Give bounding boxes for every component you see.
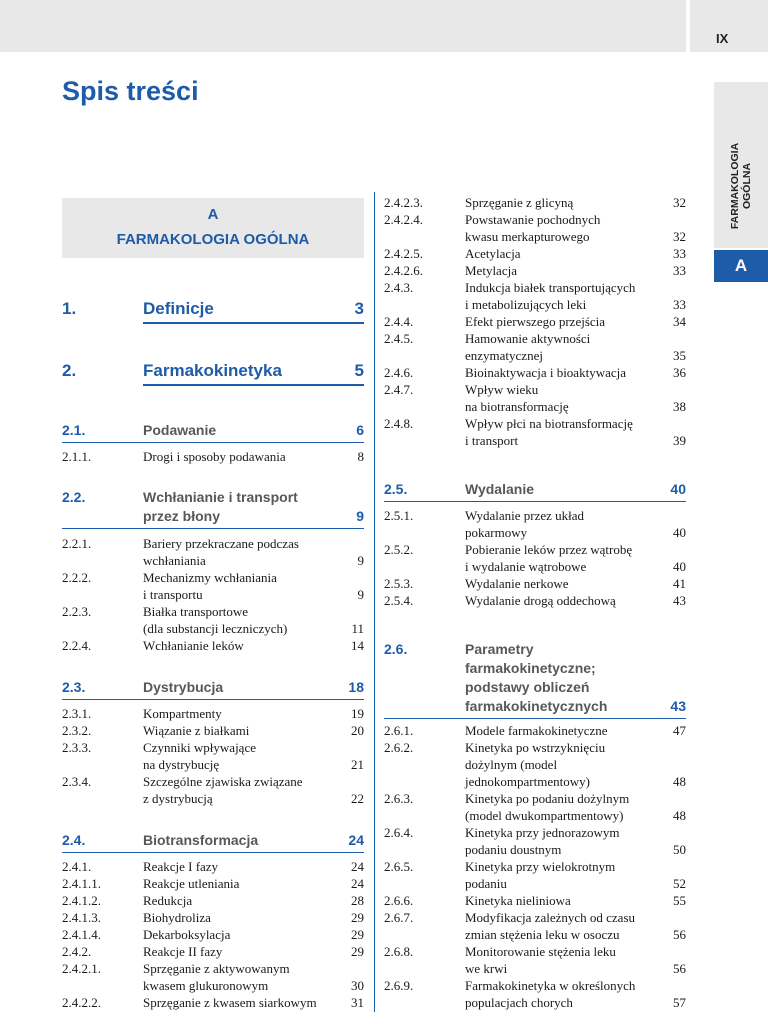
toc-entry-number[interactable]: 2.4.5. <box>384 331 414 346</box>
toc-entry-number[interactable]: 2.4.3. <box>384 280 414 295</box>
toc-entry-title[interactable]: Modyfikacja zależnych od czasu <box>465 910 636 925</box>
toc-entry-title[interactable]: Efekt pierwszego przejścia <box>465 314 606 329</box>
section-page[interactable]: 18 <box>348 679 364 695</box>
toc-entry-title[interactable]: Powstawanie pochodnych <box>465 212 601 227</box>
toc-entry-page[interactable]: 30 <box>351 978 364 993</box>
toc-entry-title[interactable]: Kinetyka po podaniu dożylnym <box>465 791 630 806</box>
toc-entry-number[interactable]: 2.5.4. <box>384 593 414 608</box>
toc-entry-page[interactable]: 40 <box>673 525 686 540</box>
section-page[interactable]: 9 <box>356 508 364 524</box>
toc-entry-title[interactable]: populacjach chorych <box>465 995 573 1010</box>
toc-entry-title[interactable]: (model dwukompartmentowy) <box>465 808 624 823</box>
toc-entry-title[interactable]: pokarmowy <box>465 525 528 540</box>
toc-entry-title[interactable]: Bioinaktywacja i bioaktywacja <box>465 365 627 380</box>
toc-entry-title[interactable]: Sprzęganie z aktywowanym <box>143 961 290 976</box>
toc-entry-number[interactable]: 2.4.2.1. <box>62 961 101 976</box>
section-title[interactable]: Wydalanie <box>465 481 534 497</box>
toc-entry-number[interactable]: 2.6.8. <box>384 944 414 959</box>
toc-entry-title[interactable]: i transport <box>465 433 519 448</box>
toc-entry-number[interactable]: 2.4.2.4. <box>384 212 423 227</box>
toc-entry-page[interactable]: 39 <box>673 433 686 448</box>
toc-entry-title[interactable]: wchłaniania <box>143 553 206 568</box>
toc-entry-title[interactable]: Reakcje I fazy <box>143 859 219 874</box>
chapter-page[interactable]: 3 <box>354 299 364 318</box>
toc-entry-number[interactable]: 2.3.1. <box>62 706 92 721</box>
section-number[interactable]: 2.1. <box>62 422 86 438</box>
toc-entry-title[interactable]: Wiązanie z białkami <box>143 723 250 738</box>
toc-entry-title[interactable]: dożylnym (model <box>465 757 558 772</box>
section-title[interactable]: Parametry <box>465 641 534 657</box>
toc-entry-number[interactable]: 2.4.1.4. <box>62 927 101 942</box>
toc-entry-number[interactable]: 2.3.2. <box>62 723 92 738</box>
toc-entry-page[interactable]: 8 <box>357 449 364 464</box>
toc-entry-number[interactable]: 2.2.4. <box>62 638 92 653</box>
section-title[interactable]: przez błony <box>143 508 221 524</box>
toc-entry-title[interactable]: Kinetyka przy jednorazowym <box>465 825 620 840</box>
toc-entry-number[interactable]: 2.6.9. <box>384 978 414 993</box>
side-tab-line: FARMAKOLOGIA <box>729 142 741 230</box>
toc-entry-page[interactable]: 32 <box>673 229 686 244</box>
toc-entry-title[interactable]: (dla substancji leczniczych) <box>143 621 288 636</box>
toc-entry-title[interactable]: Biohydroliza <box>143 910 211 925</box>
toc-entry-page[interactable]: 41 <box>673 576 686 591</box>
toc-entry-title[interactable]: Czynniki wpływające <box>143 740 256 755</box>
toc-entry-title[interactable]: Dekarboksylacja <box>143 927 231 942</box>
chapter-rule <box>143 384 364 386</box>
toc-entry-number[interactable]: 2.4.2.6. <box>384 263 423 278</box>
toc-entry-page[interactable]: 56 <box>673 927 686 942</box>
section-number[interactable]: 2.6. <box>384 641 408 657</box>
toc-entry-page[interactable]: 19 <box>351 706 364 721</box>
column-divider <box>374 192 375 1012</box>
toc-entry-title[interactable]: Monitorowanie stężenia leku <box>465 944 616 959</box>
toc-entry-number[interactable]: 2.4.1. <box>62 859 92 874</box>
toc-entry-number[interactable]: 2.2.1. <box>62 536 92 551</box>
section-title[interactable]: Podawanie <box>143 422 217 438</box>
toc-entry-page[interactable]: 33 <box>673 297 686 312</box>
toc-entry-title[interactable]: Wydalanie nerkowe <box>465 576 569 591</box>
chapter-title[interactable]: Farmakokinetyka <box>143 361 282 380</box>
section-page[interactable]: 24 <box>348 832 364 848</box>
chapter-page[interactable]: 5 <box>354 361 364 380</box>
toc-entry-page[interactable]: 28 <box>351 893 364 908</box>
toc-entry-number[interactable]: 2.6.6. <box>384 893 414 908</box>
toc-entry-number[interactable]: 2.6.7. <box>384 910 414 925</box>
toc-entry-title[interactable]: Modele farmakokinetyczne <box>465 723 608 738</box>
toc-entry-title[interactable]: Wydalanie drogą oddechową <box>465 593 616 608</box>
section-title[interactable]: Biotransformacja <box>143 832 259 848</box>
toc-entry-page[interactable]: 57 <box>673 995 686 1010</box>
toc-entry-title[interactable]: zmian stężenia leku w osoczu <box>465 927 620 942</box>
toc-entry-number[interactable]: 2.4.8. <box>384 416 414 431</box>
toc-entry-page[interactable]: 24 <box>351 876 364 891</box>
toc-entry-page[interactable]: 14 <box>351 638 364 653</box>
toc-entry-number[interactable]: 2.4.6. <box>384 365 414 380</box>
toc-entry-number[interactable]: 2.4.2.3. <box>384 195 423 210</box>
toc-entry-page[interactable]: 33 <box>673 246 686 261</box>
toc-entry-number[interactable]: 2.3.3. <box>62 740 92 755</box>
section-title[interactable]: podstawy obliczeń <box>465 679 590 695</box>
chapter-number[interactable]: 1. <box>62 299 77 318</box>
toc-entry-title[interactable]: Wpływ wieku <box>465 382 539 397</box>
toc-entry-number[interactable]: 2.4.4. <box>384 314 414 329</box>
toc-entry-page[interactable]: 38 <box>673 399 686 414</box>
toc-entry-title[interactable]: i metabolizujących leki <box>465 297 587 312</box>
toc-entry-title[interactable]: Drogi i sposoby podawania <box>143 449 286 464</box>
toc-entry-title[interactable]: Wydalanie przez układ <box>465 508 585 523</box>
toc-entry-title[interactable]: Białka transportowe <box>143 604 249 619</box>
toc-entry-page[interactable]: 50 <box>673 842 686 857</box>
toc-entry-title[interactable]: jednokompartmentowy) <box>465 774 590 789</box>
toc-entry-number[interactable]: 2.2.3. <box>62 604 92 619</box>
toc-entry-title[interactable]: Mechanizmy wchłaniania <box>143 570 277 585</box>
toc-entry-title[interactable]: Szczególne zjawiska związane <box>143 774 303 789</box>
section-rule <box>384 718 686 719</box>
toc-entry-number[interactable]: 2.4.2.2. <box>62 995 101 1010</box>
part-letter: A <box>207 206 219 223</box>
section-title[interactable]: Wchłanianie i transport <box>143 489 298 505</box>
toc-entry-title[interactable]: podaniu doustnym <box>465 842 562 857</box>
toc-entry-page[interactable]: 47 <box>673 723 686 738</box>
toc-entry-title[interactable]: Bariery przekraczane podczas <box>143 536 299 551</box>
toc-entry-number[interactable]: 2.6.3. <box>384 791 414 806</box>
toc-entry-title[interactable]: Wchłanianie leków <box>143 638 244 653</box>
section-page[interactable]: 43 <box>670 698 686 714</box>
toc-entry-page[interactable]: 56 <box>673 961 686 976</box>
toc-entry-title[interactable]: Metylacja <box>465 263 517 278</box>
toc-entry-title[interactable]: Kinetyka nieliniowa <box>465 893 571 908</box>
toc-entry-page[interactable]: 40 <box>673 559 686 574</box>
toc-entry-title[interactable]: Kompartmenty <box>143 706 222 721</box>
toc-entry-page[interactable]: 20 <box>351 723 364 738</box>
toc-entry-title[interactable]: Wpływ płci na biotransformację <box>465 416 633 431</box>
toc-entry-title[interactable]: Reakcje utleniania <box>143 876 240 891</box>
section-number[interactable]: 2.2. <box>62 489 86 505</box>
section-number[interactable]: 2.3. <box>62 679 86 695</box>
toc-entry-page[interactable]: 48 <box>673 808 686 823</box>
toc-entry-page[interactable]: 31 <box>351 995 364 1010</box>
toc-entry-title[interactable]: z dystrybucją <box>143 791 213 806</box>
page-number: IX <box>716 31 729 46</box>
toc-entry-title[interactable]: kwasu merkapturowego <box>465 229 590 244</box>
section-rule <box>62 528 364 529</box>
side-tab-label <box>729 143 753 229</box>
side-tab-letter: A <box>714 250 768 282</box>
toc-entry-page[interactable]: 21 <box>351 757 364 772</box>
toc-entry-number[interactable]: 2.1.1. <box>62 449 92 464</box>
toc-entry-number[interactable]: 2.4.2.5. <box>384 246 423 261</box>
toc-entry-page[interactable]: 22 <box>351 791 364 806</box>
toc-entry-page[interactable]: 35 <box>673 348 686 363</box>
toc-entry-title[interactable]: Acetylacja <box>465 246 521 261</box>
page-number-box <box>690 0 768 52</box>
toc-entry-number[interactable]: 2.4.1.1. <box>62 876 101 891</box>
toc-entry-page[interactable]: 32 <box>673 195 686 210</box>
section-rule <box>384 501 686 502</box>
toc-entry-number[interactable]: 2.4.1.2. <box>62 893 101 908</box>
page-title: Spis treści <box>62 76 199 106</box>
toc-entry-page[interactable]: 43 <box>673 593 686 608</box>
toc-entry-number[interactable]: 2.5.3. <box>384 576 414 591</box>
section-number[interactable]: 2.4. <box>62 832 86 848</box>
header-bar <box>0 0 686 52</box>
toc-entry-page[interactable]: 33 <box>673 263 686 278</box>
toc-entry-title[interactable]: Pobieranie leków przez wątrobę <box>465 542 633 557</box>
section-number[interactable]: 2.5. <box>384 481 408 497</box>
toc-entry-number[interactable]: 2.6.4. <box>384 825 414 840</box>
toc-entry-page[interactable]: 34 <box>673 314 686 329</box>
toc-entry-title[interactable]: Kinetyka przy wielokrotnym <box>465 859 616 874</box>
section-title[interactable]: farmakokinetyczne; <box>465 660 596 676</box>
toc-entry-page[interactable]: 24 <box>351 859 364 874</box>
chapter-rule <box>143 322 364 324</box>
toc-entry-title[interactable]: Sprzęganie z glicyną <box>465 195 574 210</box>
toc-entry-page[interactable]: 29 <box>351 910 364 925</box>
toc-entry-page[interactable]: 48 <box>673 774 686 789</box>
toc-entry-number[interactable]: 2.5.1. <box>384 508 414 523</box>
toc-entry-title[interactable]: i transportu <box>143 587 203 602</box>
toc-entry-title[interactable]: Sprzęganie z kwasem siarkowym <box>143 995 317 1010</box>
toc-entry-title[interactable]: podaniu <box>465 876 507 891</box>
section-rule <box>62 442 364 443</box>
toc-entry-number[interactable]: 2.5.2. <box>384 542 414 557</box>
toc-entry-number[interactable]: 2.4.7. <box>384 382 414 397</box>
part-name: FARMAKOLOGIA OGÓLNA <box>116 231 310 248</box>
toc-entry-page[interactable]: 29 <box>351 944 364 959</box>
toc-entry-number[interactable]: 2.3.4. <box>62 774 92 789</box>
toc-entry-page[interactable]: 9 <box>357 587 364 602</box>
toc-entry-title[interactable]: Hamowanie aktywności <box>465 331 591 346</box>
toc-entry-page[interactable]: 55 <box>673 893 686 908</box>
toc-entry-title[interactable]: Kinetyka po wstrzyknięciu <box>465 740 606 755</box>
toc-entry-title[interactable]: Farmakokinetyka w określonych <box>465 978 636 993</box>
toc-entry-number[interactable]: 2.6.2. <box>384 740 414 755</box>
toc-entry-page[interactable]: 9 <box>357 553 364 568</box>
toc-entry-title[interactable]: enzymatycznej <box>465 348 543 363</box>
chapter-number[interactable]: 2. <box>62 361 77 380</box>
section-page[interactable]: 40 <box>670 481 686 497</box>
toc-entry-number[interactable]: 2.4.2. <box>62 944 92 959</box>
toc-entry-page[interactable]: 36 <box>673 365 686 380</box>
section-page[interactable]: 6 <box>356 422 364 438</box>
toc-entry-title[interactable]: kwasem glukuronowym <box>143 978 269 993</box>
section-title[interactable]: Dystrybucja <box>143 679 224 695</box>
toc-entry-page[interactable]: 11 <box>351 621 364 636</box>
section-rule <box>62 852 364 853</box>
toc-entry-title[interactable]: i wydalanie wątrobowe <box>465 559 587 574</box>
chapter-title[interactable]: Definicje <box>143 299 214 318</box>
toc-entry-page[interactable]: 52 <box>673 876 686 891</box>
part-header <box>62 198 364 258</box>
toc-entry-number[interactable]: 2.2.2. <box>62 570 92 585</box>
toc-entry-number[interactable]: 2.6.1. <box>384 723 414 738</box>
toc-entry-title[interactable]: Reakcje II fazy <box>143 944 223 959</box>
toc-entry-title[interactable]: Redukcja <box>143 893 193 908</box>
section-title[interactable]: farmakokinetycznych <box>465 698 608 714</box>
section-rule <box>62 699 364 700</box>
toc-entry-title[interactable]: na dystrybucję <box>143 757 220 772</box>
toc-entry-page[interactable]: 29 <box>351 927 364 942</box>
toc-entry-title[interactable]: Indukcja białek transportujących <box>465 280 636 295</box>
toc-entry-number[interactable]: 2.6.5. <box>384 859 414 874</box>
toc-entry-title[interactable]: we krwi <box>465 961 508 976</box>
side-tab-line: OGÓLNA <box>741 162 753 210</box>
toc-entry-title[interactable]: na biotransformację <box>465 399 569 414</box>
toc-entry-number[interactable]: 2.4.1.3. <box>62 910 101 925</box>
